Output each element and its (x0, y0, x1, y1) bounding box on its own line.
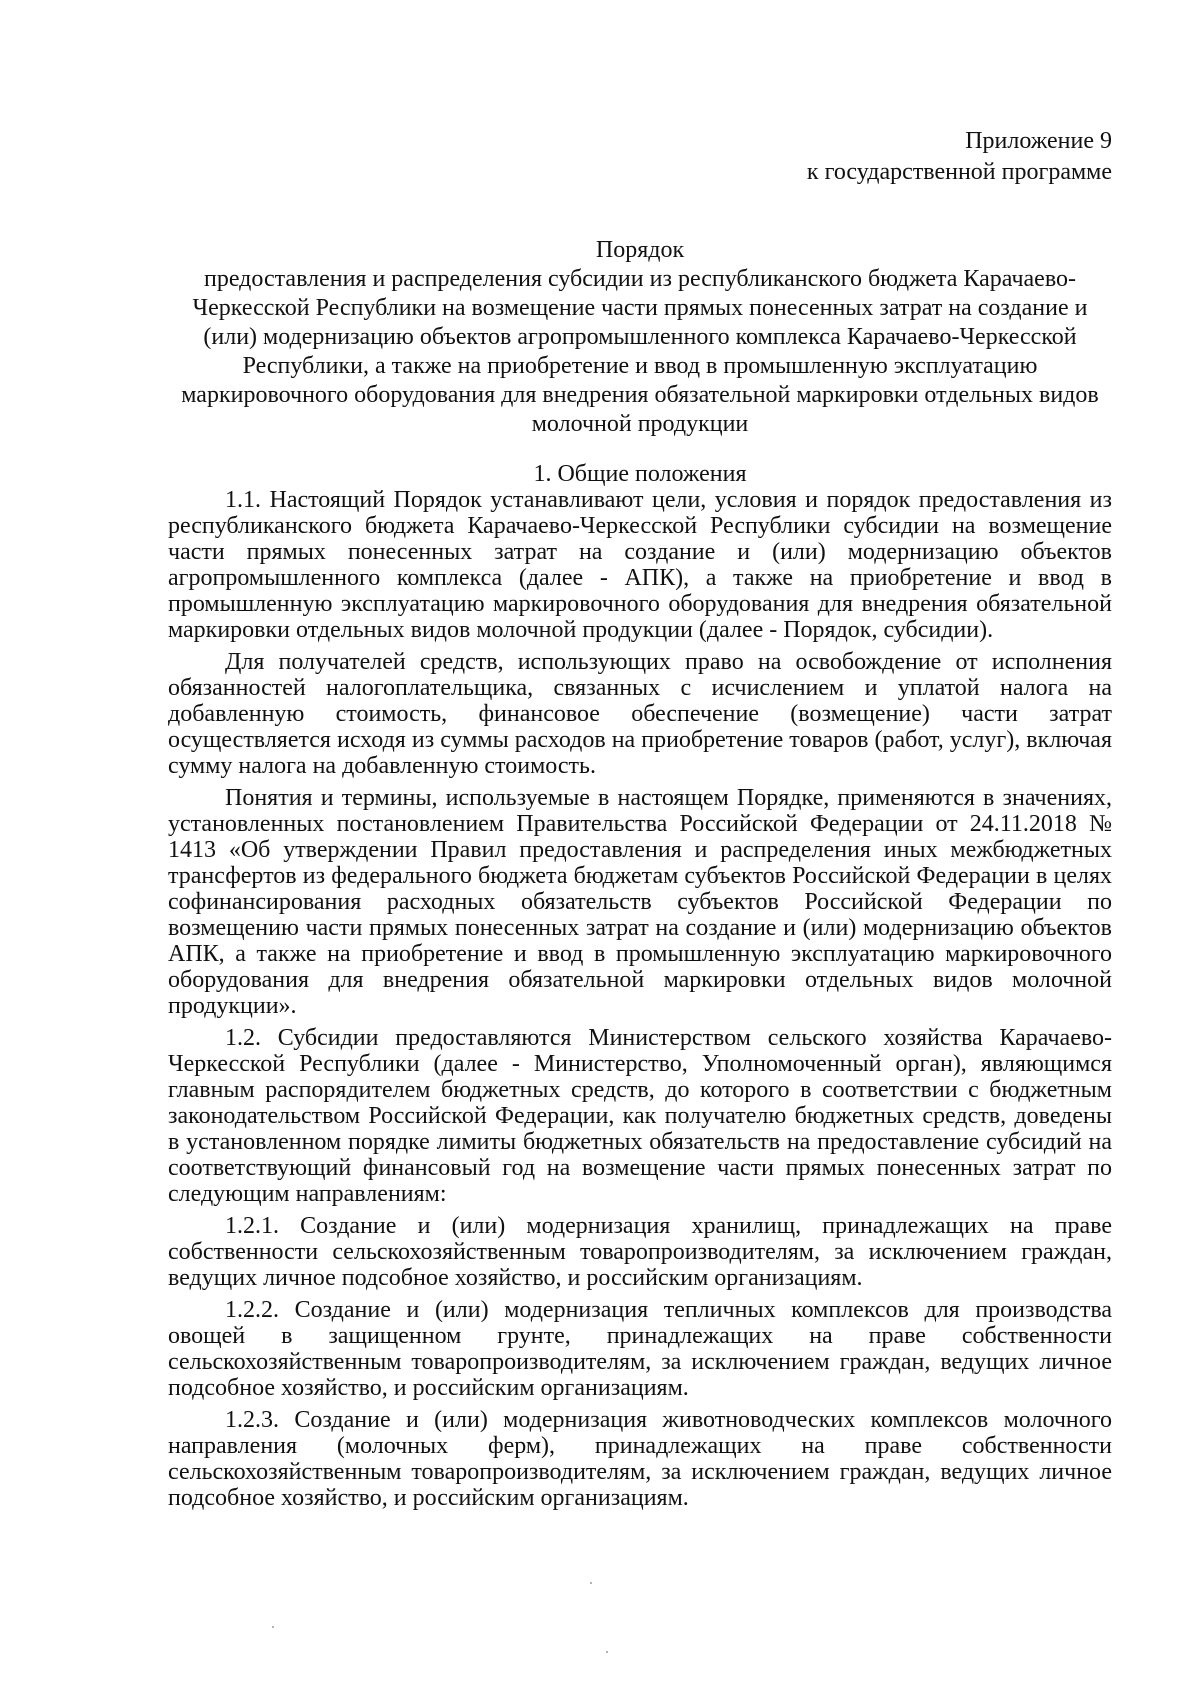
paragraph-terms: Понятия и термины, используемые в настоящем Порядке, применяются в значениях, установленных постановлением Правительства Российской Федерации от 24.11.2018 № 1413 «Об утверждении Правил предоставления и распределения иных межбюджетных трансфертов из федерального бюджета бюджетам субъектов Российской Федерации в целях софинансирования расходных обязательств субъектов Российской Федерации по возмещению части прямых понесенных затрат на создание и (или) модернизацию объектов АПК, а также на приобретение и ввод в промышленную эксплуатацию маркировочного оборудования для внедрения обязательной маркировки отдельных видов молочной продукции». (168, 785, 1112, 1019)
paragraph-1-2-2: 1.2.2. Создание и (или) модернизация тепличных комплексов для производства овощей в защищенном грунте, принадлежащих на праве собственности сельскохозяйственным товаропроизводителям, за исключением граждан, ведущих личное подсобное хозяйство, и российским организациям. (168, 1297, 1112, 1401)
paragraph-1-2-1: 1.2.1. Создание и (или) модернизация хранилищ, принадлежащих на праве собственности сельскохозяйственным товаропроизводителям, за исключением граждан, ведущих личное подсобное хозяйство, и российским организациям. (168, 1213, 1112, 1291)
document-subtitle: предоставления и распределения субсидии из республиканского бюджета Карачаево-Черкесской Республики на возмещение части прямых понесенных затрат на создание и (или) модернизацию объектов агропромышленного комплекса Карачаево-Черкесской Республики, а также на приобретение и ввод в промышленную эксплуатацию маркировочного оборудования для внедрения обязательной маркировки отдельных видов молочной продукции (181, 266, 1099, 437)
document-heading: Порядок (595, 237, 685, 263)
section-heading: 1. Общие положения (533, 461, 747, 487)
document-body (168, 461, 1112, 1511)
appendix-reference (807, 126, 1112, 188)
appendix-program: к государственной программе (806, 159, 1112, 185)
scan-speck (590, 1582, 592, 1584)
appendix-number: Приложение 9 (965, 128, 1112, 154)
paragraph-1-2: 1.2. Субсидии предоставляются Министерством сельского хозяйства Карачаево-Черкесской Республики (далее - Министерство, Уполномоченный орган), являющимся главным распорядителем бюджетных средств, до которого в соответствии с бюджетным законодательством Российской Федерации, как получателю бюджетных средств, доведены в установленном порядке лимиты бюджетных обязательств на предоставление субсидий на соответствующий финансовый год на возмещение части прямых понесенных затрат по следующим направлениям: (168, 1025, 1112, 1207)
scan-speck (272, 1626, 274, 1628)
paragraph-1-2-3: 1.2.3. Создание и (или) модернизация животноводческих комплексов молочного направления (молочных ферм), принадлежащих на праве собственности сельскохозяйственным товаропроизводителям, за исключением граждан, ведущих личное подсобное хозяйство, и российским организациям. (168, 1407, 1112, 1511)
document-title (168, 236, 1112, 439)
paragraph-1-1: 1.1. Настоящий Порядок устанавливают цели, условия и порядок предоставления из республиканского бюджета Карачаево-Черкесской Республики субсидии на возмещение части прямых понесенных затрат на создание и (или) модернизацию объектов агропромышленного комплекса (далее - АПК), а также на приобретение и ввод в промышленную эксплуатацию маркировочного оборудования для внедрения обязательной маркировки отдельных видов молочной продукции (далее - Порядок, субсидии). (168, 487, 1112, 643)
paragraph-vat: Для получателей средств, использующих право на освобождение от исполнения обязанностей налогоплательщика, связанных с исчислением и уплатой налога на добавленную стоимость, финансовое обеспечение (возмещение) части затрат осуществляется исходя из суммы расходов на приобретение товаров (работ, услуг), включая сумму налога на добавленную стоимость. (168, 649, 1112, 779)
scan-speck (606, 1651, 608, 1653)
